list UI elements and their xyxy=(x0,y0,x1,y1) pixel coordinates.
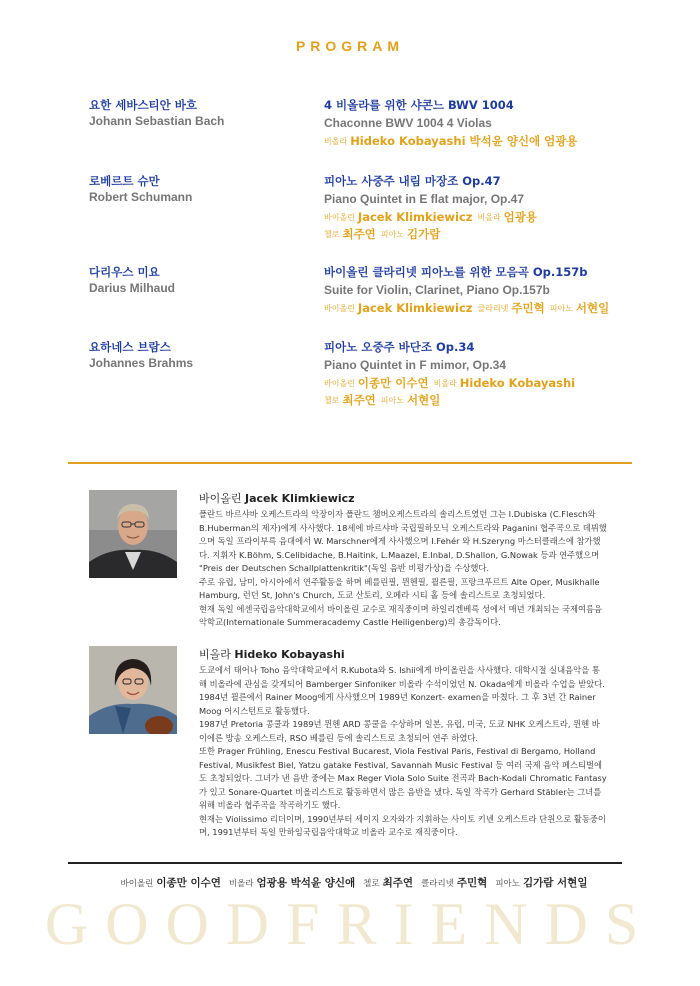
work-title-korean: 피아노 사중주 내림 마장조 Op.47 xyxy=(324,174,501,188)
bio-line: 다. 지휘자 K.Böhm, S.Celibidache, B.Haitink, L.Maazel, E.Inbal, D.Shallon, G.Nowak 등과 연주했으며 xyxy=(199,549,600,560)
bio-role: 비올라 xyxy=(199,648,231,661)
bio-line: 1987년 Pretoria 콩쿨과 1989년 뮌헨 ARD 콩쿨을 수상하며 일본, 유럽, 미국, 도쿄 NHK 오케스트라, 뮌헨 바 xyxy=(199,719,600,729)
bio-violinist xyxy=(199,491,639,630)
bio-line: 이에른 방송 오케스트라, RSO 베를린 등에 솔리스트로 초청되어 연주 하였다. xyxy=(199,732,479,743)
footer-rule xyxy=(68,862,622,864)
member-role: 바이올린 xyxy=(120,879,154,889)
bio-line: 현재 독일 에센국립음악대학교에서 바이올린 교수로 재직중이며 하일리겐베륵 성에서 매년 개최되는 국제여름음 xyxy=(199,603,603,614)
performer-role: 클라리넷 xyxy=(477,304,509,313)
performer-line xyxy=(324,224,684,241)
goodfriends-logo: GOODFRIENDS xyxy=(44,891,656,957)
bio-line: Hamburg, 런던 St, John's Church, 도쿄 산토리, 오페라 시티 홀 등에 솔리스트로 초청되었다. xyxy=(199,590,546,600)
bio-line: 가 있고 Sonare-Quartet 비올리스트로 활동하면서 많은 음반을 냈다. 독일 작곡가 Gerhard Stäbler는 그녀를 xyxy=(199,786,602,797)
bio-line: 으며 독일 프라이부륵 음대에서 W. Marschner에게 사사했으며 I.Fehér 와 H.Szeryng 마스터클래스에 참가했 xyxy=(199,536,601,546)
page-title: PROGRAM xyxy=(295,38,405,54)
portrait-photo-violist xyxy=(89,646,177,734)
member-role: 첼로 xyxy=(363,879,380,889)
member-names: 최주연 xyxy=(382,877,414,889)
bio-line: 현재는 Violissimo 리더이며, 1990년부터 세이지 오자와가 지휘하는 사이토 키넨 오케스트라 단원으로 활동중이 xyxy=(199,813,606,824)
work-title-korean: 피아노 오중주 바단조 Op.34 xyxy=(324,340,475,354)
member-names: 김가람 서현일 xyxy=(522,877,588,889)
composer-korean: 로베르트 슈만 xyxy=(89,174,160,188)
performer-line xyxy=(324,131,684,148)
bio-text xyxy=(199,508,639,630)
work-title-english: Suite for Violin, Clarinet, Piano Op.157b xyxy=(324,283,550,297)
composer-korean: 다리우스 미요 xyxy=(89,265,160,279)
bio-line: 도쿄에서 태어나 Toho 음악대학교에서 R.Kubota와 S. Ishii에게 바이올린을 사사했다. 대학시절 실내음악을 통 xyxy=(199,665,600,675)
work-title-english: Piano Quintet in F mimor, Op.34 xyxy=(324,358,507,372)
bio-line: Moog 어시스턴트로 활동했다. xyxy=(199,705,310,716)
performer-role: 피아노 xyxy=(549,304,573,313)
bio-name: Jacek Klimkiewicz xyxy=(245,492,355,505)
performer-role: 비올라 xyxy=(477,213,501,222)
performer-names: 엄광용 xyxy=(503,210,537,224)
composer-english: Johannes Brahms xyxy=(89,356,194,370)
performer-role: 첼로 xyxy=(324,396,340,405)
program-item xyxy=(0,339,700,409)
bio-line: 주로 유럽, 남미, 아시아에서 연주활동을 하며 베를린필, 뮌헨필, 쾰른필, 프랑크푸르트 Alte Oper, Musikhalle xyxy=(199,576,600,587)
performer-role: 바이올린 xyxy=(324,379,355,388)
performer-role: 피아노 xyxy=(380,396,404,405)
portrait-photo-violinist xyxy=(89,490,177,578)
member-role: 클라리넷 xyxy=(421,879,454,889)
work-block xyxy=(324,264,684,315)
bio-line: Festival, Musikfest Biel, Yatzu gatake Festival, Savannah Music Festival 등 여러 국제 음악 페스티벌에 xyxy=(199,759,603,770)
performer-role: 바이올린 xyxy=(324,304,355,313)
bio-line: 해 비올라에 관심을 갖게되어 Bamberger Sinfoniker 비올라 수석이었던 N. Okada에게 비올라 수업을 받았다. xyxy=(199,678,605,689)
member-role: 피아노 xyxy=(495,879,520,889)
work-block xyxy=(324,97,684,148)
member-role: 비올라 xyxy=(228,879,254,889)
bio-text xyxy=(199,664,639,840)
bio-line: 도 초청되었다. 그녀가 낸 음반 중에는 Max Reger Viola Solo Suite 전곡과 Bach-Kodali Chromatic Fantasy xyxy=(199,773,607,783)
member-names: 엄광용 박석윤 양신애 xyxy=(256,877,356,889)
bio-line: 며, 1991년부터 독일 만하임국립음악대학교 비올라 교수로 재직중이다. xyxy=(199,827,458,837)
performer-line xyxy=(324,298,684,315)
composer-korean: 요하네스 브람스 xyxy=(89,340,171,354)
bio-line: 폴란드 바르샤바 오케스트라의 악장이자 폴란드 챔버오케스트라의 솔리스트였던 그는 I.Dubiska (C.Flesch와 xyxy=(199,509,596,519)
performer-names: 김가람 xyxy=(406,227,441,241)
bio-line: "Preis der Deutschen Schallplattenkritik"(독일 음반 비평가상)을 수상했다. xyxy=(199,563,490,573)
bio-name: Hideko Kobayashi xyxy=(234,648,345,661)
performer-role: 바이올린 xyxy=(324,213,355,222)
composer-english: Robert Schumann xyxy=(89,190,193,204)
bio-line: 위해 비올라 협주곡을 작곡하기도 했다. xyxy=(199,800,341,810)
work-title-english: Piano Quintet in E flat major, Op.47 xyxy=(324,192,525,206)
composer-english: Johann Sebastian Bach xyxy=(89,114,225,128)
work-title-korean: 4 비올라를 위한 샤콘느 BWV 1004 xyxy=(324,98,514,112)
performer-names: 최주연 xyxy=(342,393,376,407)
program-item xyxy=(0,97,700,167)
program-item xyxy=(0,173,700,243)
work-title-korean: 바이올린 클라리넷 피아노를 위한 모음곡 Op.157b xyxy=(324,265,588,279)
performer-role: 비올라 xyxy=(433,379,457,388)
performer-line xyxy=(324,390,684,407)
composer-korean: 요한 세바스티안 바흐 xyxy=(89,98,197,112)
section-divider xyxy=(68,462,632,464)
member-names: 주민혁 xyxy=(456,877,488,889)
work-title-english: Chaconne BWV 1004 4 Violas xyxy=(324,116,492,130)
bio-violist xyxy=(199,647,639,840)
member-names: 이종만 이수연 xyxy=(156,877,221,889)
performer-names: Hideko Kobayashi 박석윤 양신애 엄광용 xyxy=(350,134,578,148)
bio-line: B.Huberman의 제자)에게 사사했다. 18세에 바르샤바 국립필하모닉 오케스트라와 Paganini 협주곡으로 데뷔했 xyxy=(199,522,607,533)
performer-names: 이종만 이수연 xyxy=(357,376,429,390)
program-item xyxy=(0,264,700,334)
performer-names: Jacek Klimkiewicz xyxy=(357,301,473,315)
performer-names: 주민혁 xyxy=(511,301,545,315)
performer-role: 비올라 xyxy=(324,137,348,146)
work-block xyxy=(324,173,684,241)
bio-line: 또한 Prager Frühling, Enescu Festival Bucarest, Viola Festival Paris, Festival di Bergamo, Holland xyxy=(199,746,596,756)
performer-names: 최주연 xyxy=(342,227,376,241)
performer-role: 피아노 xyxy=(380,230,404,239)
composer-english: Darius Milhaud xyxy=(89,281,176,295)
bio-line: 1984년 쾰른에서 Rainer Moog에게 사사했으며 1989년 Konzert- examen을 마쳤다. 그 후 3년 간 Rainer xyxy=(199,692,596,702)
bio-role: 바이올린 xyxy=(199,492,242,505)
performer-line xyxy=(324,207,684,224)
performer-names: 서현일 xyxy=(575,301,610,315)
work-block xyxy=(324,339,684,407)
performer-names: 서현일 xyxy=(406,393,441,407)
performer-line xyxy=(324,373,684,390)
ensemble-members xyxy=(0,871,700,890)
bio-line: 악학교(Internationale Summeracademy Castle Heiligenberg)의 총감독이다. xyxy=(199,617,501,627)
performer-names: Hideko Kobayashi xyxy=(459,376,576,390)
performer-role: 첼로 xyxy=(324,230,340,239)
performer-names: Jacek Klimkiewicz xyxy=(357,210,473,224)
